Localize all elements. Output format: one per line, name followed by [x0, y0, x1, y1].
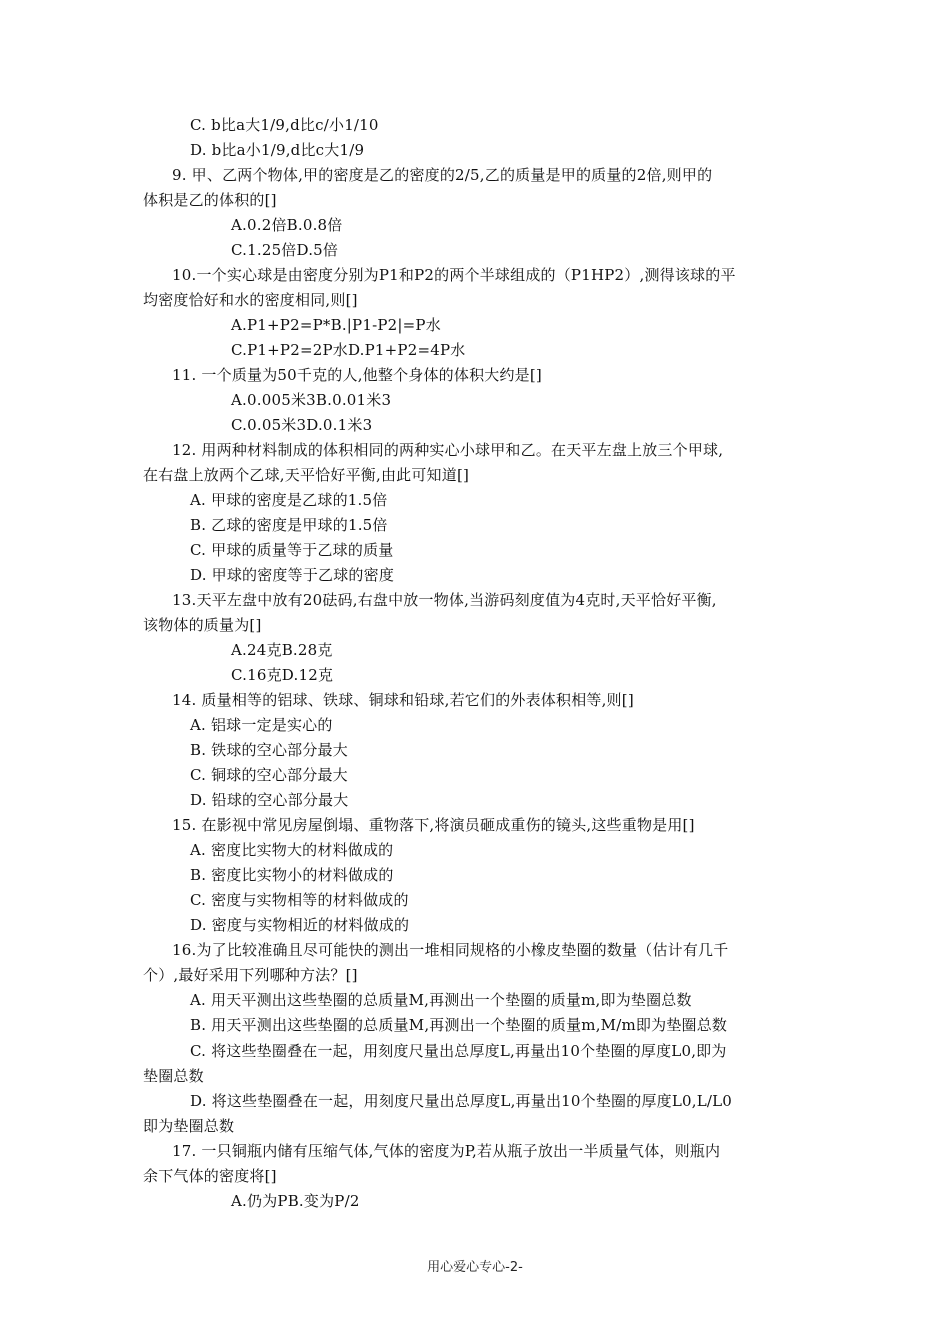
- question-11-options-ab: A.0.005米3B.0.01米3: [231, 391, 392, 409]
- question-16-option-c: C. 将这些垫圈叠在一起，用刻度尺量出总厚度L,再量出10个垫圈的厚度L0,即为: [190, 1042, 727, 1060]
- question-16-stem: 16.为了比较准确且尽可能快的测出一堆相同规格的小橡皮垫圈的数量（估计有几千: [172, 941, 729, 959]
- question-17-stem: 17. 一只铜瓶内储有压缩气体,气体的密度为P,若从瓶子放出一半质量气体，则瓶内: [172, 1142, 721, 1160]
- question-15-option-a: A. 密度比实物大的材料做成的: [190, 841, 394, 859]
- question-10-stem-cont: 均密度恰好和水的密度相同,则[]: [143, 291, 358, 309]
- question-13-stem-cont: 该物体的质量为[]: [143, 616, 262, 634]
- question-14-option-d: D. 铅球的空心部分最大: [190, 791, 349, 809]
- question-9-stem-cont: 体积是乙的体积的[]: [143, 191, 277, 209]
- question-16-option-b: B. 用天平测出这些垫圈的总质量M,再测出一个垫圈的质量m,M/m即为垫圈总数: [190, 1016, 728, 1034]
- question-12-option-b: B. 乙球的密度是甲球的1.5倍: [190, 516, 388, 534]
- question-17-stem-cont: 余下气体的密度将[]: [143, 1167, 277, 1185]
- page-footer: 用心爱心专心-2-: [427, 1260, 523, 1275]
- question-14-stem: 14. 质量相等的铝球、铁球、铜球和铅球,若它们的外表体积相等,则[]: [172, 691, 634, 709]
- question-9-options-cd: C.1.25倍D.5倍: [231, 241, 339, 259]
- question-12-stem: 12. 用两种材料制成的体积相同的两种实心小球甲和乙。在天平左盘上放三个甲球,: [172, 441, 724, 459]
- question-12-option-d: D. 甲球的密度等于乙球的密度: [190, 566, 395, 584]
- question-16-option-d: D. 将这些垫圈叠在一起，用刻度尺量出总厚度L,再量出10个垫圈的厚度L0,L/L0: [190, 1092, 733, 1110]
- question-14-option-c: C. 铜球的空心部分最大: [190, 766, 348, 784]
- question-14-option-b: B. 铁球的空心部分最大: [190, 741, 348, 759]
- option-c-q8: C. b比a大1/9,d比c/小1/10: [190, 116, 379, 134]
- question-12-option-a: A. 甲球的密度是乙球的1.5倍: [190, 491, 388, 509]
- question-16-option-a: A. 用天平测出这些垫圈的总质量M,再测出一个垫圈的质量m,即为垫圈总数: [190, 991, 692, 1009]
- question-14-option-a: A. 铝球一定是实心的: [190, 716, 333, 734]
- question-17-options-ab: A.仍为PB.变为P/2: [231, 1192, 360, 1210]
- question-15-stem: 15. 在影视中常见房屋倒塌、重物落下,将演员砸成重伤的镜头,这些重物是用[]: [172, 816, 695, 834]
- question-16-stem-cont: 个）,最好采用下列哪种方法？[]: [143, 966, 358, 984]
- question-11-options-cd: C.0.05米3D.0.1米3: [231, 416, 373, 434]
- option-d-q8: D. b比a小1/9,d比c大1/9: [190, 141, 365, 159]
- question-10-options-ab: A.P1+P2=P*B.|P1-P2|=P水: [231, 316, 441, 334]
- question-16-option-c-cont: 垫圈总数: [143, 1067, 204, 1085]
- question-9-stem: 9. 甲、乙两个物体,甲的密度是乙的密度的2/5,乙的质量是甲的质量的2倍,则甲的: [172, 166, 713, 184]
- question-15-option-c: C. 密度与实物相等的材料做成的: [190, 891, 409, 909]
- question-13-options-ab: A.24克B.28克: [231, 641, 333, 659]
- question-15-option-d: D. 密度与实物相近的材料做成的: [190, 916, 410, 934]
- question-15-option-b: B. 密度比实物小的材料做成的: [190, 866, 394, 884]
- question-10-options-cd: C.P1+P2=2P水D.P1+P2=4P水: [231, 341, 466, 359]
- question-16-option-d-cont: 即为垫圈总数: [143, 1117, 235, 1135]
- question-12-option-c: C. 甲球的质量等于乙球的质量: [190, 541, 394, 559]
- question-13-stem: 13.天平左盘中放有20砝码,右盘中放一物体,当游码刻度值为4克时,天平恰好平衡,: [172, 591, 717, 609]
- question-9-options-ab: A.0.2倍B.0.8倍: [231, 216, 343, 234]
- question-11-stem: 11. 一个质量为50千克的人,他整个身体的体积大约是[]: [172, 366, 542, 384]
- question-10-stem: 10.一个实心球是由密度分别为P1和P2的两个半球组成的（P1HP2）,测得该球的平: [172, 266, 736, 284]
- question-12-stem-cont: 在右盘上放两个乙球,天平恰好平衡,由此可知道[]: [143, 466, 470, 484]
- question-13-options-cd: C.16克D.12克: [231, 666, 334, 684]
